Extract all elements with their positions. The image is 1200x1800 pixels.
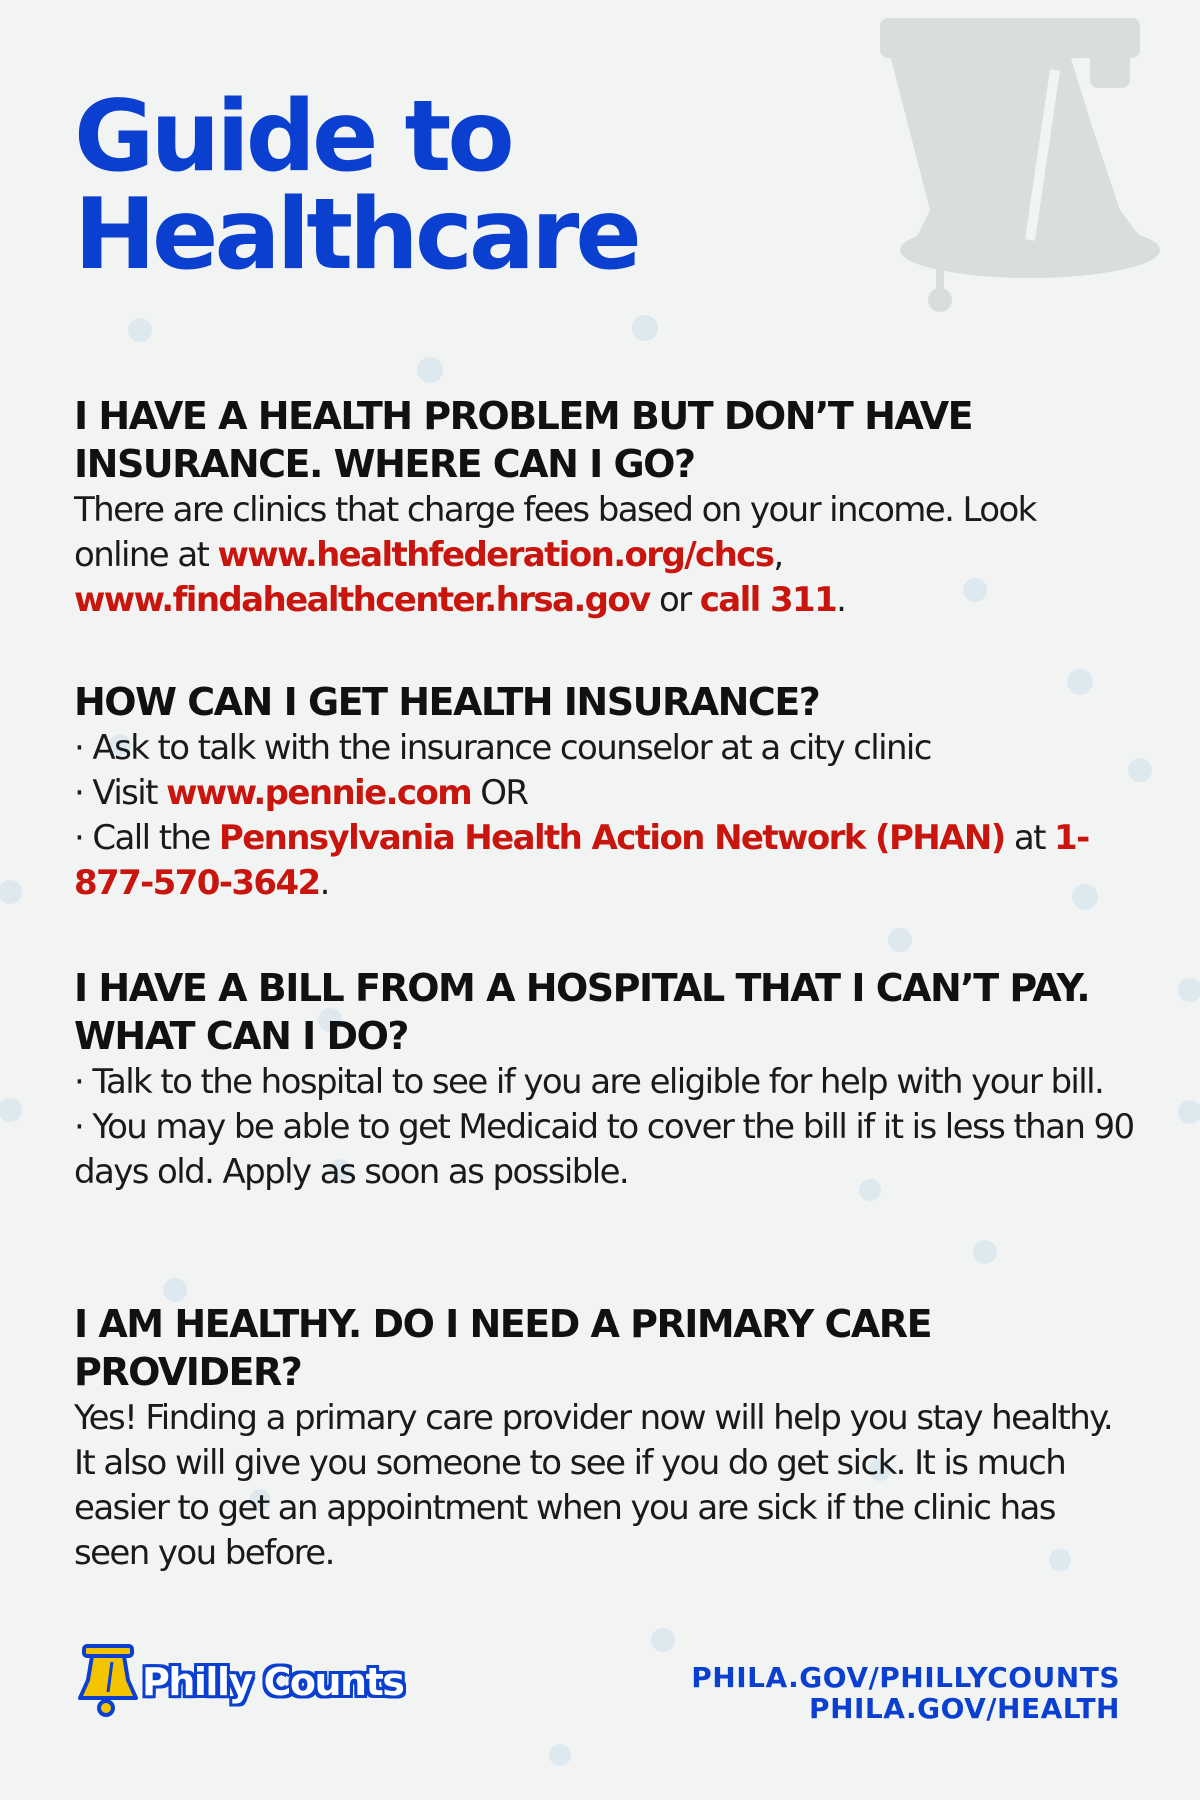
bullet-text: · Call the bbox=[74, 818, 219, 858]
question-heading: I AM HEALTHY. DO I NEED A PRIMARY CARE PROVIDER? bbox=[74, 1302, 932, 1394]
bullet-item: · Ask to talk with the insurance counselor at a city clinic bbox=[74, 728, 931, 768]
question-heading: I HAVE A HEALTH PROBLEM BUT DON’T HAVE INSURANCE. WHERE CAN I GO? bbox=[74, 394, 973, 486]
section-hospital-bill bbox=[74, 964, 1134, 1195]
title-line-1: Guide to bbox=[74, 80, 511, 194]
answer-text bbox=[74, 488, 1134, 623]
end-punctuation: . bbox=[836, 580, 846, 620]
pennie-link[interactable]: www.pennie.com bbox=[166, 773, 472, 813]
bullet-text: OR bbox=[471, 773, 528, 813]
section-no-insurance bbox=[74, 392, 1134, 623]
bullet-item bbox=[74, 771, 1134, 816]
health-link[interactable]: PHILA.GOV/HEALTH bbox=[809, 1692, 1120, 1725]
bullet-item: · You may be able to get Medicaid to cover the bill if it is less than 90 days old. Apply as soon as possible. bbox=[74, 1107, 1134, 1192]
question-heading: I HAVE A BILL FROM A HOSPITAL THAT I CAN’T PAY. WHAT CAN I DO? bbox=[74, 966, 1090, 1058]
phan-phone-link[interactable]: 1-877-570-3642 bbox=[74, 818, 1089, 903]
section-primary-care bbox=[74, 1300, 1134, 1576]
philly-counts-logo[interactable] bbox=[76, 1640, 416, 1730]
call-311-link[interactable]: call 311 bbox=[699, 580, 837, 620]
bullet-item: · Talk to the hospital to see if you are eligible for help with your bill. bbox=[74, 1062, 1104, 1102]
liberty-bell-icon bbox=[820, 0, 1200, 320]
answer-intro: There are clinics that charge fees based on your income. Look online at bbox=[74, 490, 1036, 575]
healthfederation-link[interactable]: www.healthfederation.org/chcs bbox=[217, 535, 774, 575]
section-get-insurance bbox=[74, 678, 1134, 906]
title-line-2: Healthcare bbox=[74, 178, 638, 292]
bullet-text: at bbox=[1004, 818, 1055, 858]
bullet-item bbox=[74, 816, 1134, 906]
bullet-text: · Visit bbox=[74, 773, 167, 813]
bell-logo-icon bbox=[76, 1640, 140, 1720]
findahealthcenter-link[interactable]: www.findahealthcenter.hrsa.gov bbox=[74, 580, 650, 620]
separator-text: , bbox=[773, 535, 783, 575]
phillycounts-link[interactable]: PHILA.GOV/PHILLYCOUNTS bbox=[691, 1661, 1120, 1694]
logo-wordmark: Philly Counts bbox=[142, 1660, 404, 1704]
end-punctuation: . bbox=[319, 863, 329, 903]
separator-text: or bbox=[649, 580, 700, 620]
phan-link[interactable]: Pennsylvania Health Action Network (PHAN) bbox=[218, 818, 1005, 858]
question-heading: HOW CAN I GET HEALTH INSURANCE? bbox=[74, 680, 820, 724]
answer-text: Yes! Finding a primary care provider now will help you stay healthy. It also will give you someone to see if you do get sick. It is much easier to get an appointment when you are sick if the clinic has seen you before. bbox=[74, 1398, 1113, 1573]
footer-links bbox=[691, 1662, 1120, 1724]
page-title bbox=[74, 80, 638, 292]
